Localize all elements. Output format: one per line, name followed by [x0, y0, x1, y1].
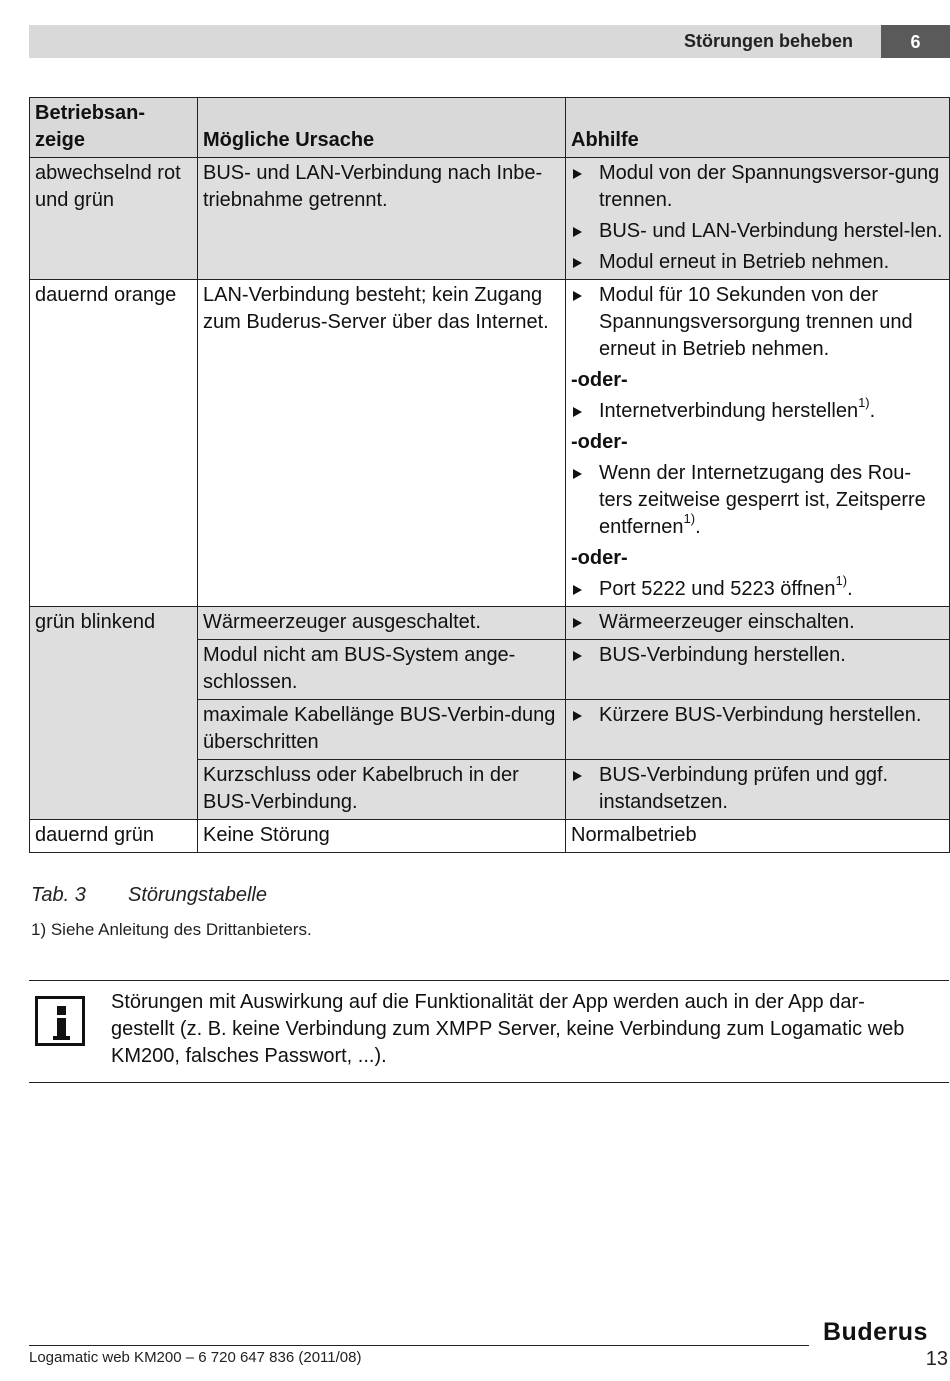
caption-label: Tab. 3 — [31, 884, 86, 906]
footnote-ref: 1) — [683, 511, 696, 527]
header-remedy: Abhilfe — [566, 98, 950, 158]
remedy-item: Modul erneut in Betrieb nehmen. — [571, 249, 944, 276]
header-bar — [29, 25, 881, 58]
oder-separator: -oder- — [571, 547, 628, 569]
header-cause: Mögliche Ursache — [198, 98, 566, 158]
info-icon — [35, 996, 85, 1046]
table-row — [30, 280, 950, 607]
footnote-ref: 1) — [858, 395, 870, 411]
bullet-triangle-icon — [573, 585, 582, 595]
table-row — [30, 607, 950, 640]
cause-cell: Modul nicht am BUS-System ange-schlossen. — [198, 640, 566, 700]
bullet-triangle-icon — [573, 469, 582, 479]
display-cell: abwechselnd rot und grün — [30, 158, 198, 280]
oder-separator: -oder- — [571, 431, 628, 453]
bullet-triangle-icon — [573, 771, 582, 781]
buderus-logo: Buderus — [823, 1318, 928, 1346]
remedy-cell — [566, 700, 950, 760]
cause-cell: maximale Kabellänge BUS-Verbin-dung überschritten — [198, 700, 566, 760]
display-cell: dauernd grün — [30, 820, 198, 853]
page-number: 13 — [925, 1348, 948, 1370]
display-cell: grün blinkend — [30, 607, 198, 820]
caption-text: Störungstabelle — [128, 884, 267, 906]
remedy-item: Kürzere BUS-Verbindung herstellen. — [571, 702, 944, 729]
remedy-item: BUS-Verbindung prüfen und ggf. instandsetzen. — [571, 762, 944, 816]
bullet-triangle-icon — [573, 651, 582, 661]
remedy-cell — [566, 158, 950, 280]
table-row — [30, 820, 950, 853]
fault-table — [29, 97, 950, 853]
display-cell: dauernd orange — [30, 280, 198, 607]
remedy-cell — [566, 760, 950, 820]
bullet-triangle-icon — [573, 291, 582, 301]
cause-cell: Wärmeerzeuger ausgeschaltet. — [198, 607, 566, 640]
chapter-number: 6 — [881, 25, 950, 58]
cause-cell: BUS- und LAN-Verbindung nach Inbe-triebnahme getrennt. — [198, 158, 566, 280]
remedy-item: BUS-Verbindung herstellen. — [571, 642, 944, 669]
remedy-item: Modul für 10 Sekunden von der Spannungsversorgung trennen und erneut in Betrieb nehmen. — [571, 282, 944, 363]
remedy-cell: Normalbetrieb — [566, 820, 950, 853]
remedy-item: Wärmeerzeuger einschalten. — [571, 609, 944, 636]
footnote-ref: 1) — [835, 573, 848, 589]
info-notice-text: Störungen mit Auswirkung auf die Funktionalität der App werden auch in der App dar-gestellt (z. B. keine Verbindung zum XMPP Server, keine Verbindung zum Logamatic web KM200, falsches Passwort, ...). — [111, 991, 905, 1067]
cause-cell: Kurzschluss oder Kabelbruch in der BUS-Verbindung. — [198, 760, 566, 820]
cause-cell: Keine Störung — [198, 820, 566, 853]
bullet-triangle-icon — [573, 227, 582, 237]
remedy-cell — [566, 640, 950, 700]
bullet-triangle-icon — [573, 618, 582, 628]
remedy-item: Internetverbindung herstellen$^{1)}$. — [571, 398, 944, 425]
notice-top-rule — [29, 980, 949, 981]
footer-rule — [29, 1345, 809, 1346]
remedy-item: Port 5222 und 5223 öffnen$^{1)}$. — [571, 576, 944, 603]
header-title: Störungen beheben — [683, 31, 853, 51]
oder-separator: -oder- — [571, 369, 628, 391]
table-caption — [31, 884, 267, 907]
remedy-cell — [566, 607, 950, 640]
bullet-triangle-icon — [573, 407, 582, 417]
table-row — [30, 158, 950, 280]
notice-bottom-rule — [29, 1082, 949, 1083]
footer-doc-info: Logamatic web KM200 – 6 720 647 836 (2011/08) — [29, 1349, 362, 1366]
bullet-triangle-icon — [573, 711, 582, 721]
remedy-item: BUS- und LAN-Verbindung herstel-len. — [571, 218, 944, 245]
footnote: 1) Siehe Anleitung des Drittanbieters. — [31, 920, 312, 939]
remedy-cell — [566, 280, 950, 607]
cause-cell: LAN-Verbindung besteht; kein Zugang zum Buderus-Server über das Internet. — [198, 280, 566, 607]
remedy-item: Wenn der Internetzugang des Rou-ters zeitweise gesperrt ist, Zeitsperre entfernen$^{1)}$. — [571, 460, 944, 541]
bullet-triangle-icon — [573, 169, 582, 179]
bullet-triangle-icon — [573, 258, 582, 268]
remedy-item: Modul von der Spannungsversor-gung trennen. — [571, 160, 944, 214]
header-display: Betriebsan-zeige — [30, 98, 198, 158]
